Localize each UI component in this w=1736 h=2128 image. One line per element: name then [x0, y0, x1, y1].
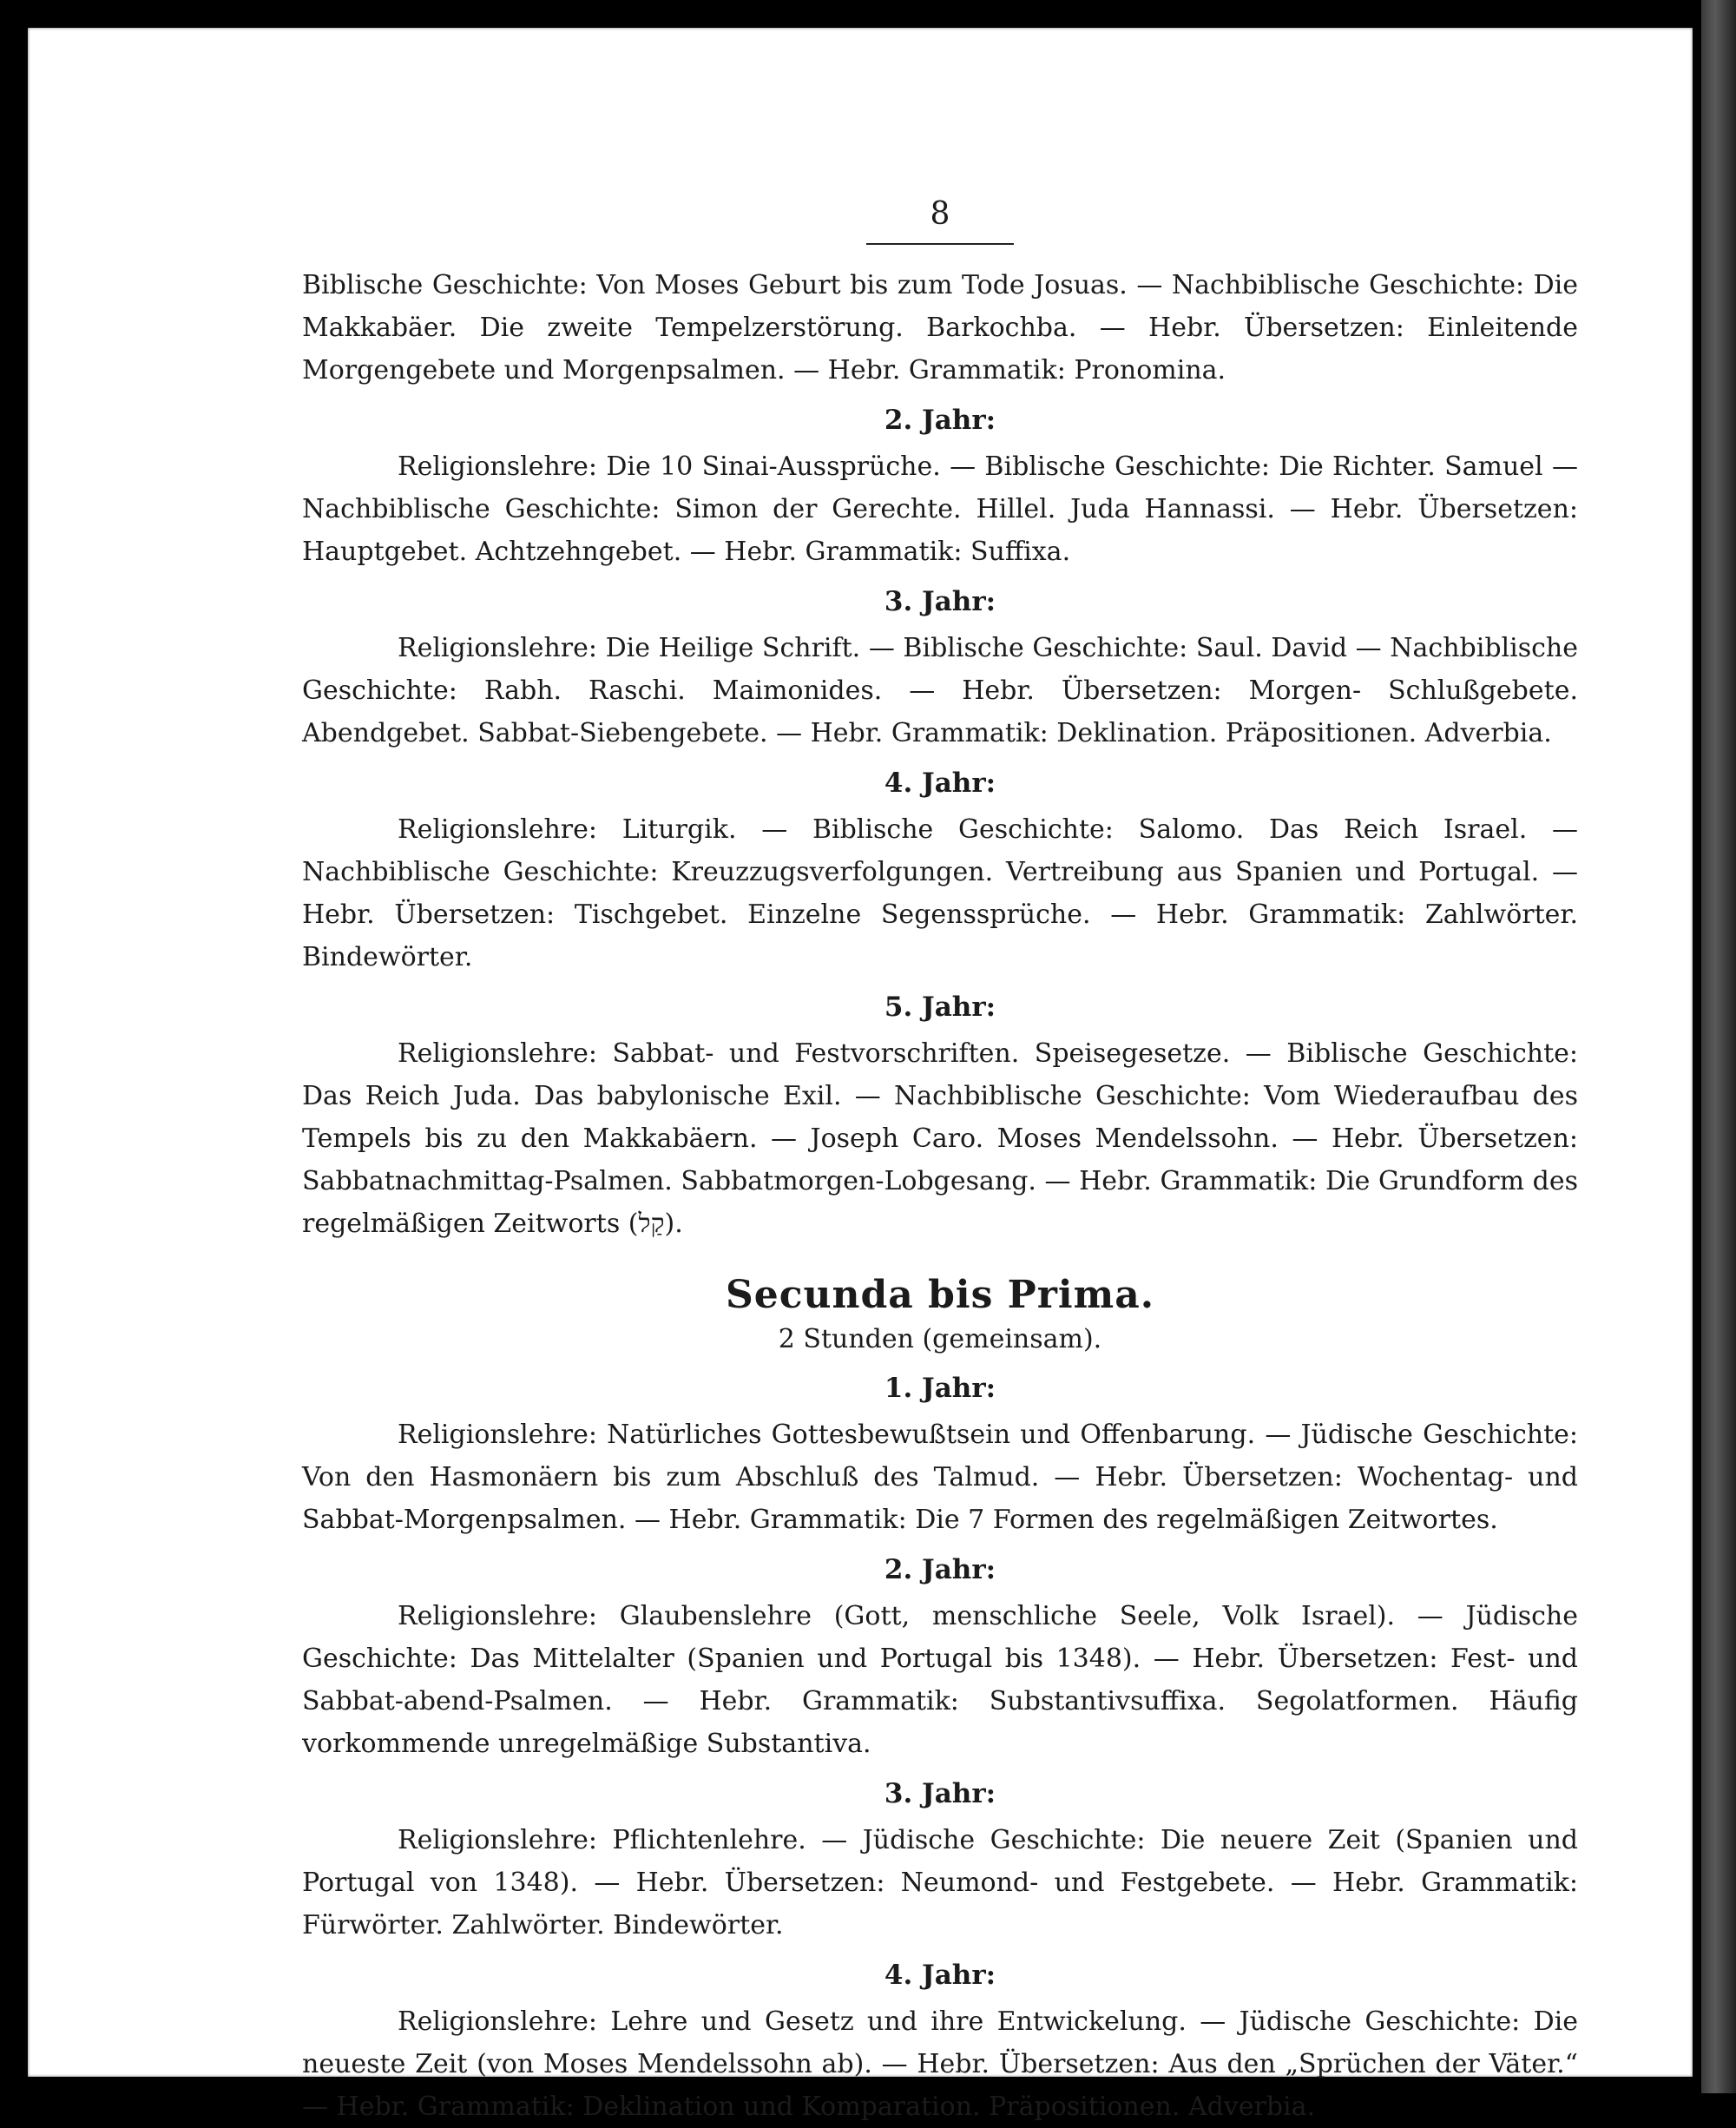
- paragraph-upper-year-3: Religionslehre: Pflichtenlehre. — Jüdische Geschichte: Die neuere Zeit (Spanien und Portugal von 1348). — Hebr. Übersetzen: Neumond- und Festgebete. — Hebr. Grammatik: Fürwörter. Zahlwörter. Bindewörter.: [302, 1825, 1578, 1940]
- paragraph-year-5: Religionslehre: Sabbat- und Festvorschriften. Speisegesetze. — Biblische Geschichte: Das Reich Juda. Das babylonische Exil. — Nachbiblische Geschichte: Vom Wiederaufbau des Tempels bis zu den Makkabäern. — Joseph Caro. Moses Mendelssohn. — Hebr. Übersetzen: Sabbatnachmittag-Psalmen. Sabbatmorgen-Lobgesang. — Hebr. Grammatik: Die Grundform des regelmäßigen Zeitworts (קַל).: [302, 1038, 1578, 1239]
- page-content: [302, 193, 1578, 2128]
- heading-year-2: 2. Jahr:: [884, 405, 996, 436]
- paragraph-year-2: Religionslehre: Die 10 Sinai-Aussprüche. — Biblische Geschichte: Die Richter. Samuel — Nachbiblische Geschichte: Simon der Gerechte. Hillel. Juda Hannassi. — Hebr. Übersetzen: Hauptgebet. Achtzehngebet. — Hebr. Grammatik: Suffixa.: [302, 451, 1578, 567]
- paragraph-upper-year-4: Religionslehre: Lehre und Gesetz und ihre Entwickelung. — Jüdische Geschichte: Die neueste Zeit (von Moses Mendelssohn ab). — Hebr. Übersetzen: Aus den „Sprüchen der Väter.“ — Hebr. Grammatik: Deklination und Komparation. Präpositionen. Adverbia.: [302, 2006, 1578, 2122]
- paragraph-year-4: Religionslehre: Liturgik. — Biblische Geschichte: Salomo. Das Reich Israel. — Nachbiblische Geschichte: Kreuzzugsverfolgungen. Vertreibung aus Spanien und Portugal. — Hebr. Übersetzen: Tischgebet. Einzelne Segenssprüche. — Hebr. Grammatik: Zahlwörter. Bindewörter.: [302, 814, 1578, 972]
- page-number: 8: [930, 196, 950, 232]
- scan-edge: [1701, 0, 1736, 2093]
- section-title: Secunda bis Prima.: [725, 1273, 1155, 1317]
- paragraph-first-year-continued: Biblische Geschichte: Von Moses Geburt bis zum Tode Josuas. — Nachbiblische Geschichte: Die Makkabäer. Die zweite Tempelzerstörung. Barkochba. — Hebr. Übersetzen: Einleitende Morgengebete und Morgenpsalmen. — Hebr. Grammatik: Pronomina.: [302, 270, 1578, 385]
- page-sheet: [28, 28, 1693, 2122]
- page-number-rule: [866, 243, 1014, 245]
- heading-upper-year-4: 4. Jahr:: [884, 1960, 996, 1991]
- heading-upper-year-1: 1. Jahr:: [884, 1373, 996, 1404]
- heading-upper-year-3: 3. Jahr:: [884, 1778, 996, 1809]
- section-subtitle: 2 Stunden (gemeinsam).: [778, 1324, 1102, 1354]
- heading-year-3: 3. Jahr:: [884, 586, 996, 617]
- paragraph-upper-year-2: Religionslehre: Glaubenslehre (Gott, menschliche Seele, Volk Israel). — Jüdische Geschichte: Das Mittelalter (Spanien und Portugal bis 1348). — Hebr. Übersetzen: Fest- und Sabbat-abend-Psalmen. — Hebr. Grammatik: Substantivsuffixa. Segolatformen. Häufig vorkommende unregelmäßige Substantiva.: [302, 1601, 1578, 1759]
- paragraph-year-3: Religionslehre: Die Heilige Schrift. — Biblische Geschichte: Saul. David — Nachbiblische Geschichte: Rabh. Raschi. Maimonides. — Hebr. Übersetzen: Morgen- Schlußgebete. Abendgebet. Sabbat-Siebengebete. — Hebr. Grammatik: Deklination. Präpositionen. Adverbia.: [302, 633, 1578, 748]
- heading-upper-year-2: 2. Jahr:: [884, 1554, 996, 1585]
- paragraph-upper-year-1: Religionslehre: Natürliches Gottesbewußtsein und Offenbarung. — Jüdische Geschichte: Von den Hasmonäern bis zum Abschluß des Talmud. — Hebr. Übersetzen: Wochentag- und Sabbat-Morgenpsalmen. — Hebr. Grammatik: Die 7 Formen des regelmäßigen Zeitwortes.: [302, 1420, 1578, 1535]
- heading-year-4: 4. Jahr:: [884, 768, 996, 799]
- heading-year-5: 5. Jahr:: [884, 992, 996, 1023]
